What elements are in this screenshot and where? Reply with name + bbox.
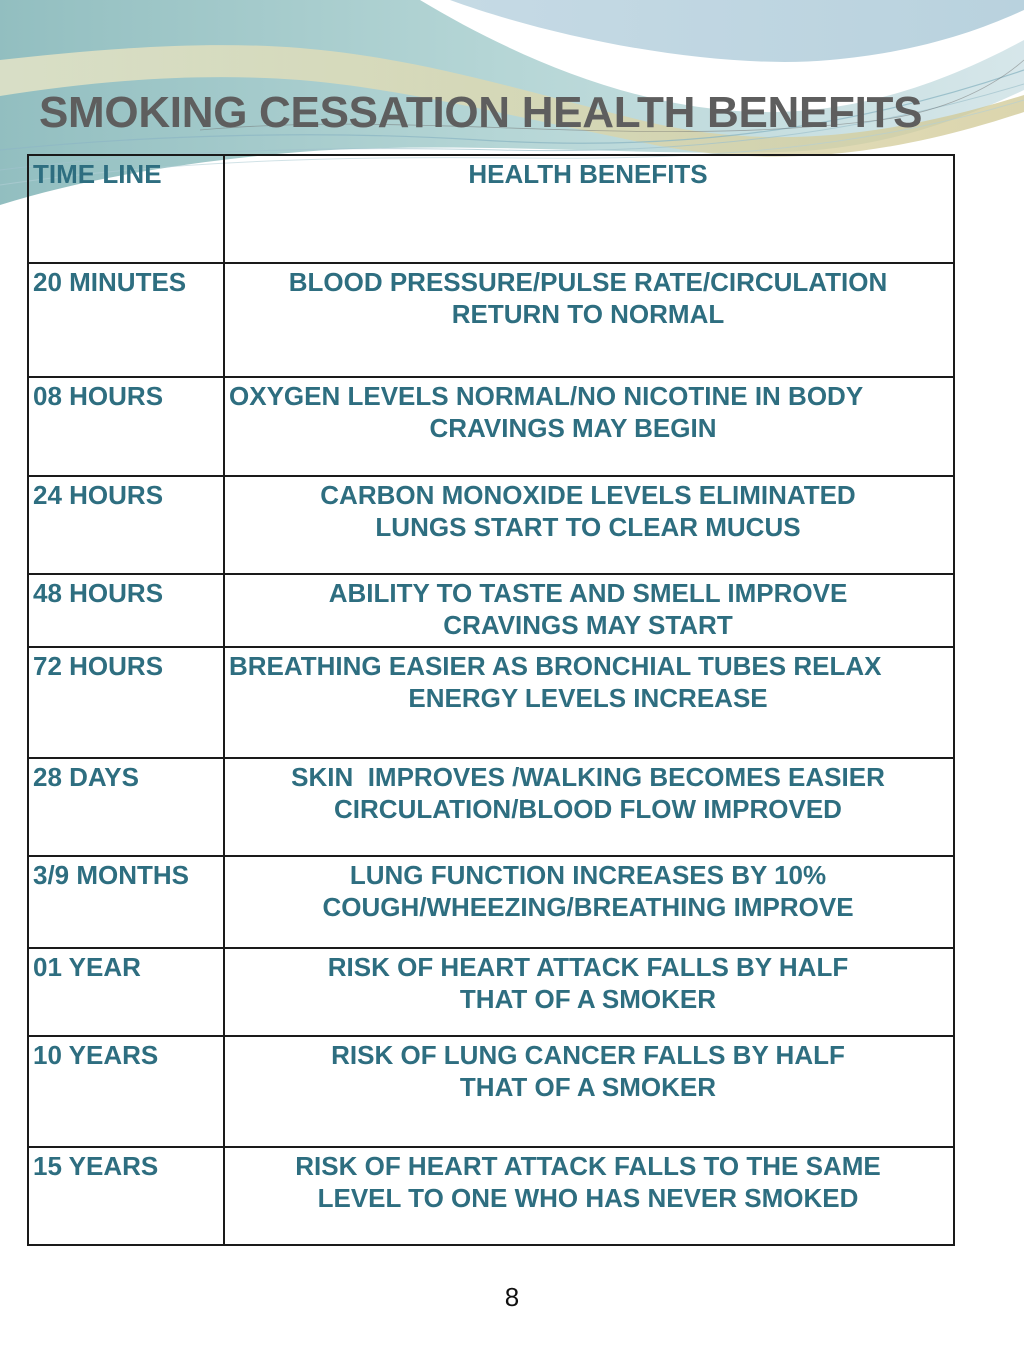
row-benefit [224, 476, 954, 574]
benefit-line-1: CARBON MONOXIDE LEVELS ELIMINATED [320, 480, 856, 510]
benefit-line-1: LUNG FUNCTION INCREASES BY 10% [349, 860, 827, 890]
row-benefit [224, 647, 954, 758]
header-time-line: TIME LINE [28, 155, 224, 263]
benefit-line-2: CRAVINGS MAY START [443, 610, 733, 640]
row-benefit [224, 758, 954, 856]
benefit-line-2: LEVEL TO ONE WHO HAS NEVER SMOKED [317, 1183, 859, 1213]
row-benefit [224, 377, 954, 476]
table-header-row [28, 155, 954, 263]
table-row [28, 574, 954, 647]
table-row [28, 856, 954, 948]
benefits-table-container [27, 154, 955, 1246]
row-time: 20 MINUTES [28, 263, 224, 377]
table-row [28, 758, 954, 856]
benefit-line-2: RETURN TO NORMAL [451, 299, 725, 329]
table-row [28, 948, 954, 1036]
table-row [28, 476, 954, 574]
row-time: 48 HOURS [28, 574, 224, 647]
benefit-line-1: BREATHING EASIER AS BRONCHIAL TUBES RELAX [229, 651, 882, 681]
benefit-line-2: CRAVINGS MAY BEGIN [429, 413, 717, 443]
row-time: 10 YEARS [28, 1036, 224, 1147]
header-health-benefits-label: HEALTH BENEFITS [468, 159, 708, 189]
benefit-line-1: ABILITY TO TASTE AND SMELL IMPROVE [328, 578, 848, 608]
benefit-line-2: CIRCULATION/BLOOD FLOW IMPROVED [334, 794, 842, 824]
header-health-benefits [224, 155, 954, 263]
table-row [28, 1147, 954, 1245]
benefit-line-2: LUNGS START TO CLEAR MUCUS [375, 512, 801, 542]
row-benefit [224, 948, 954, 1036]
table-row [28, 1036, 954, 1147]
row-benefit [224, 1147, 954, 1245]
benefit-line-2: THAT OF A SMOKER [459, 1072, 717, 1102]
benefit-line-1: RISK OF LUNG CANCER FALLS BY HALF [331, 1040, 845, 1070]
page-number: 8 [504, 1282, 520, 1312]
benefit-line-1: RISK OF HEART ATTACK FALLS BY HALF [327, 952, 849, 982]
row-time: 24 HOURS [28, 476, 224, 574]
table-row [28, 377, 954, 476]
row-time: 3/9 MONTHS [28, 856, 224, 948]
benefit-line-2: ENERGY LEVELS INCREASE [408, 683, 768, 713]
row-time: 08 HOURS [28, 377, 224, 476]
row-benefit [224, 574, 954, 647]
row-benefit [224, 1036, 954, 1147]
row-benefit [224, 856, 954, 948]
row-benefit [224, 263, 954, 377]
benefit-line-1: SKIN IMPROVES /WALKING BECOMES EASIER [291, 762, 885, 792]
health-benefits-table [27, 154, 955, 1246]
table-row [28, 647, 954, 758]
row-time: 72 HOURS [28, 647, 224, 758]
benefit-line-1: BLOOD PRESSURE/PULSE RATE/CIRCULATION [288, 267, 888, 297]
table-row [28, 263, 954, 377]
benefit-line-2: THAT OF A SMOKER [459, 984, 717, 1014]
benefit-line-1: OXYGEN LEVELS NORMAL/NO NICOTINE IN BODY [229, 381, 864, 411]
row-time: 01 YEAR [28, 948, 224, 1036]
benefit-line-2: COUGH/WHEEZING/BREATHING IMPROVE [322, 892, 854, 922]
row-time: 28 DAYS [28, 758, 224, 856]
page-title: SMOKING CESSATION HEALTH BENEFITS [39, 88, 923, 137]
benefit-line-1: RISK OF HEART ATTACK FALLS TO THE SAME [295, 1151, 881, 1181]
row-time: 15 YEARS [28, 1147, 224, 1245]
